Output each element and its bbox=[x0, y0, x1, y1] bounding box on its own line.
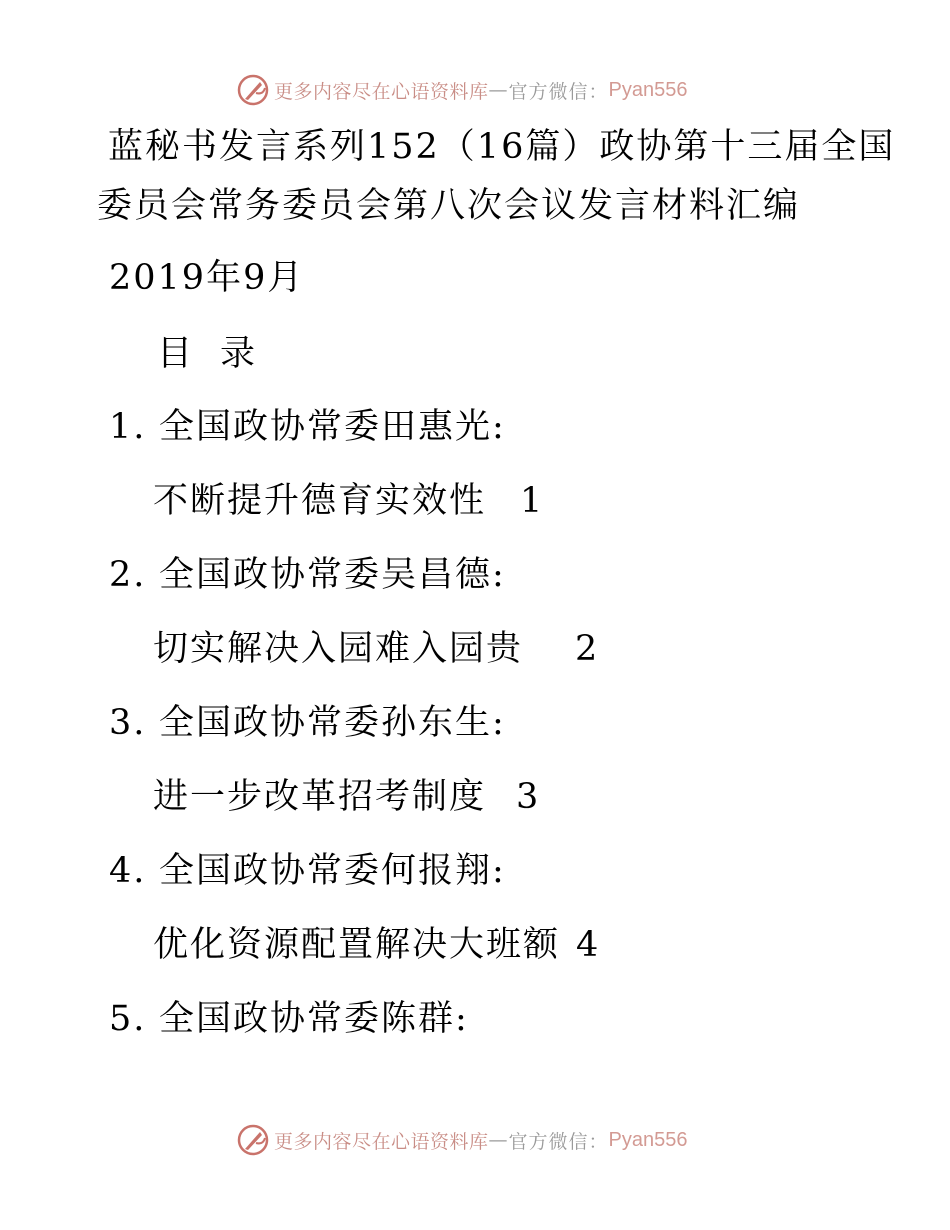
toc-entry-page-number: 4 bbox=[576, 925, 601, 965]
document-date: 2019年9月 bbox=[109, 258, 305, 298]
document-title-line-2: 委员会常务委员会第八次会议发言材料汇编 bbox=[97, 186, 801, 226]
watermark-separator: — bbox=[488, 79, 509, 101]
toc-entry-topic-text: 不断提升德育实效性 bbox=[153, 481, 487, 521]
quill-logo-icon bbox=[236, 73, 270, 107]
toc-entry-speaker bbox=[109, 406, 506, 448]
toc-entry-speaker bbox=[109, 702, 506, 744]
toc-entry-page-number: 3 bbox=[516, 777, 541, 817]
toc-entry-topic-text: 切实解决入园难入园贵 bbox=[153, 629, 524, 669]
toc-entry-speaker-name: 全国政协常委孙东生: bbox=[159, 703, 506, 743]
toc-entry-topic-text: 优化资源配置解决大班额 bbox=[153, 925, 561, 965]
toc-entry-speaker-name: 全国政协常委吴昌德: bbox=[159, 555, 506, 595]
toc-entry-topic bbox=[153, 776, 540, 818]
toc-entry-page-number: 1 bbox=[520, 481, 545, 521]
table-of-contents-heading bbox=[157, 333, 255, 375]
toc-entry-speaker bbox=[109, 850, 506, 892]
toc-entry-number: 1. bbox=[109, 407, 147, 447]
document-title-line-1: 蓝秘书发言系列152（16篇）政协第十三届全国 bbox=[108, 127, 896, 167]
watermark-brand: 更多内容尽在心语资料库 bbox=[274, 80, 489, 103]
toc-entry-topic-text: 进一步改革招考制度 bbox=[153, 777, 487, 817]
toc-heading-char-2: 录 bbox=[220, 334, 256, 374]
watermark-separator: — bbox=[488, 1129, 509, 1151]
toc-entry-speaker bbox=[109, 554, 506, 596]
toc-entry-page-number: 2 bbox=[575, 629, 600, 669]
watermark-wechat-id: Pyan556 bbox=[608, 78, 688, 101]
footer-watermark bbox=[236, 1122, 688, 1158]
toc-entry-topic bbox=[153, 628, 599, 670]
watermark-wechat-id: Pyan556 bbox=[608, 1128, 688, 1151]
toc-entry-topic bbox=[153, 480, 544, 522]
toc-entry-speaker bbox=[109, 998, 469, 1040]
toc-entry-topic bbox=[153, 924, 600, 966]
watermark-wechat-label: 官方微信： bbox=[508, 80, 609, 103]
toc-entry-number: 5. bbox=[109, 999, 147, 1039]
watermark-wechat-label: 官方微信： bbox=[508, 1130, 609, 1153]
toc-entry-speaker-name: 全国政协常委田惠光: bbox=[159, 407, 506, 447]
toc-entry-number: 3. bbox=[109, 703, 147, 743]
header-watermark bbox=[236, 72, 688, 108]
quill-logo-icon bbox=[236, 1123, 270, 1157]
toc-entry-speaker-name: 全国政协常委陈群: bbox=[159, 999, 469, 1039]
toc-heading-char-1: 目 bbox=[157, 334, 193, 374]
toc-entry-number: 2. bbox=[109, 555, 147, 595]
watermark-brand: 更多内容尽在心语资料库 bbox=[274, 1130, 489, 1153]
toc-entry-speaker-name: 全国政协常委何报翔: bbox=[159, 851, 506, 891]
toc-entry-number: 4. bbox=[109, 851, 147, 891]
